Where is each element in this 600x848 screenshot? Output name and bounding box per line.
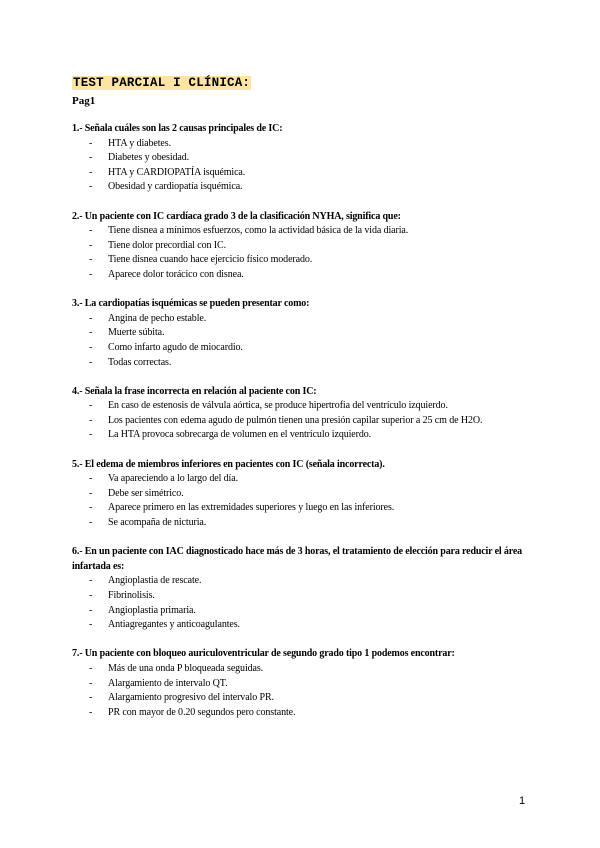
bullet-dash: - <box>89 312 93 324</box>
answer-option <box>72 516 532 531</box>
option-text: En caso de estenosis de válvula aórtica, se produce hipertrofia del ventrículo izquierdo. <box>108 400 448 412</box>
option-text: La HTA provoca sobrecarga de volumen en el ventrículo izquierdo. <box>108 429 372 441</box>
page-label: Pag1 <box>72 95 96 107</box>
answer-option <box>72 662 532 677</box>
option-text: Se acompaña de nicturia. <box>108 517 207 529</box>
answer-option <box>72 356 532 371</box>
option-text: Todas correctas. <box>108 356 172 368</box>
bullet-dash: - <box>89 692 93 704</box>
bullet-dash: - <box>89 662 93 674</box>
answer-option <box>72 691 532 706</box>
answer-option <box>72 326 532 341</box>
option-text: Tiene disnea cuando hace ejercicio físico moderado. <box>108 254 313 266</box>
option-text: PR con mayor de 0.20 segundos pero constante. <box>108 706 296 718</box>
bullet-dash: - <box>89 706 93 718</box>
answer-option <box>72 414 532 429</box>
option-text: Obesidad y cardiopatía isquémica. <box>108 181 243 193</box>
bullet-dash: - <box>89 575 93 587</box>
bullet-dash: - <box>89 268 93 280</box>
option-text: Los pacientes con edema agudo de pulmón tienen una presión capilar superior a 25 cm de H2O. <box>108 414 483 426</box>
questions-list <box>72 122 532 735</box>
option-text: Diabetes y obesidad. <box>108 152 190 164</box>
option-text: Alargamiento progresivo del intervalo PR. <box>108 692 274 704</box>
answer-option <box>72 341 532 356</box>
bullet-dash: - <box>89 225 93 237</box>
answer-option <box>72 706 532 721</box>
option-text: HTA y CARDIOPATÍA isquémica. <box>108 166 246 178</box>
option-text: Va apareciendo a lo largo del día. <box>108 473 238 485</box>
bullet-dash: - <box>89 502 93 514</box>
answer-option <box>72 312 532 327</box>
option-text: Aparece dolor torácico con disnea. <box>108 268 244 280</box>
bullet-dash: - <box>89 239 93 251</box>
bullet-dash: - <box>89 254 93 266</box>
option-text: HTA y diabetes. <box>108 137 171 149</box>
answer-options <box>72 574 532 632</box>
option-text: Más de una onda P bloqueada seguidas. <box>108 662 264 674</box>
bullet-dash: - <box>89 341 93 353</box>
question-text: 3.- La cardiopatías isquémicas se pueden presentar como: <box>72 298 310 310</box>
question-text: 2.- Un paciente con IC cardíaca grado 3 de la clasificación NYHA, significa que: <box>72 210 401 222</box>
question-text: 6.- En un paciente con IAC diagnosticado hace más de 3 horas, el tratamiento de elección para reducir el área infartada es: <box>72 546 523 572</box>
answer-option <box>72 180 532 195</box>
answer-option <box>72 487 532 502</box>
bullet-dash: - <box>89 604 93 616</box>
answer-options <box>72 662 532 720</box>
answer-option <box>72 268 532 283</box>
bullet-dash: - <box>89 356 93 368</box>
option-text: Tiene disnea a mínimos esfuerzos, como la actividad básica de la vida diaria. <box>108 225 409 237</box>
bullet-dash: - <box>89 166 93 178</box>
option-text: Angioplastia primaria. <box>108 604 196 616</box>
answer-option <box>72 677 532 692</box>
answer-option <box>72 472 532 487</box>
bullet-dash: - <box>89 429 93 441</box>
bullet-dash: - <box>89 181 93 193</box>
option-text: Antiagregantes y anticoagulantes. <box>108 619 240 631</box>
question-text: 4.- Señala la frase incorrecta en relación al paciente con IC: <box>72 385 317 397</box>
answer-options <box>72 472 532 530</box>
bullet-dash: - <box>89 473 93 485</box>
option-text: Alargamiento de intervalo QT. <box>108 677 228 689</box>
bullet-dash: - <box>89 137 93 149</box>
question-block <box>72 297 532 370</box>
bullet-dash: - <box>89 487 93 499</box>
document-title: TEST PARCIAL I CLÍNICA: <box>73 76 251 90</box>
option-text: Tiene dolor precordial con IC. <box>108 239 226 251</box>
question-text: 1.- Señala cuáles son las 2 causas principales de IC: <box>72 123 283 134</box>
answer-options <box>72 312 532 370</box>
option-text: Aparece primero en las extremidades superiores y luego en las inferiores. <box>108 502 395 514</box>
option-text: Como infarto agudo de miocardio. <box>108 341 243 353</box>
option-text: Debe ser simétrico. <box>108 487 184 499</box>
option-text: Fibrinolisis. <box>108 590 155 601</box>
answer-option <box>72 137 532 152</box>
question-block <box>72 122 532 195</box>
bullet-dash: - <box>89 327 93 339</box>
answer-option <box>72 428 532 443</box>
answer-option <box>72 224 532 239</box>
answer-option <box>72 589 532 604</box>
answer-option <box>72 399 532 414</box>
bullet-dash: - <box>89 414 93 426</box>
answer-option <box>72 574 532 589</box>
bullet-dash: - <box>89 152 93 164</box>
question-block <box>72 647 532 720</box>
bullet-dash: - <box>89 517 93 529</box>
bullet-dash: - <box>89 400 93 412</box>
answer-option <box>72 253 532 268</box>
option-text: Angina de pecho estable. <box>108 312 207 324</box>
answer-options <box>72 137 532 195</box>
answer-options <box>72 399 532 443</box>
question-text: 5.- El edema de miembros inferiores en pacientes con IC (señala incorrecta). <box>72 458 385 470</box>
question-text: 7.- Un paciente con bloqueo auriculoventricular de segundo grado tipo 1 podemos encontrar: <box>72 648 455 660</box>
option-text: Muerte súbita. <box>108 327 165 339</box>
answer-option <box>72 501 532 516</box>
answer-option <box>72 604 532 619</box>
answer-option <box>72 166 532 181</box>
question-block <box>72 210 532 283</box>
bullet-dash: - <box>89 677 93 689</box>
option-text: Angioplastia de rescate. <box>108 575 202 587</box>
bullet-dash: - <box>89 619 93 631</box>
answer-option <box>72 618 532 633</box>
page-number: 1 <box>519 795 526 807</box>
question-block <box>72 385 532 443</box>
bullet-dash: - <box>89 590 93 601</box>
question-block <box>72 458 532 531</box>
answer-option <box>72 151 532 166</box>
answer-options <box>72 224 532 282</box>
question-block <box>72 545 532 633</box>
answer-option <box>72 239 532 254</box>
